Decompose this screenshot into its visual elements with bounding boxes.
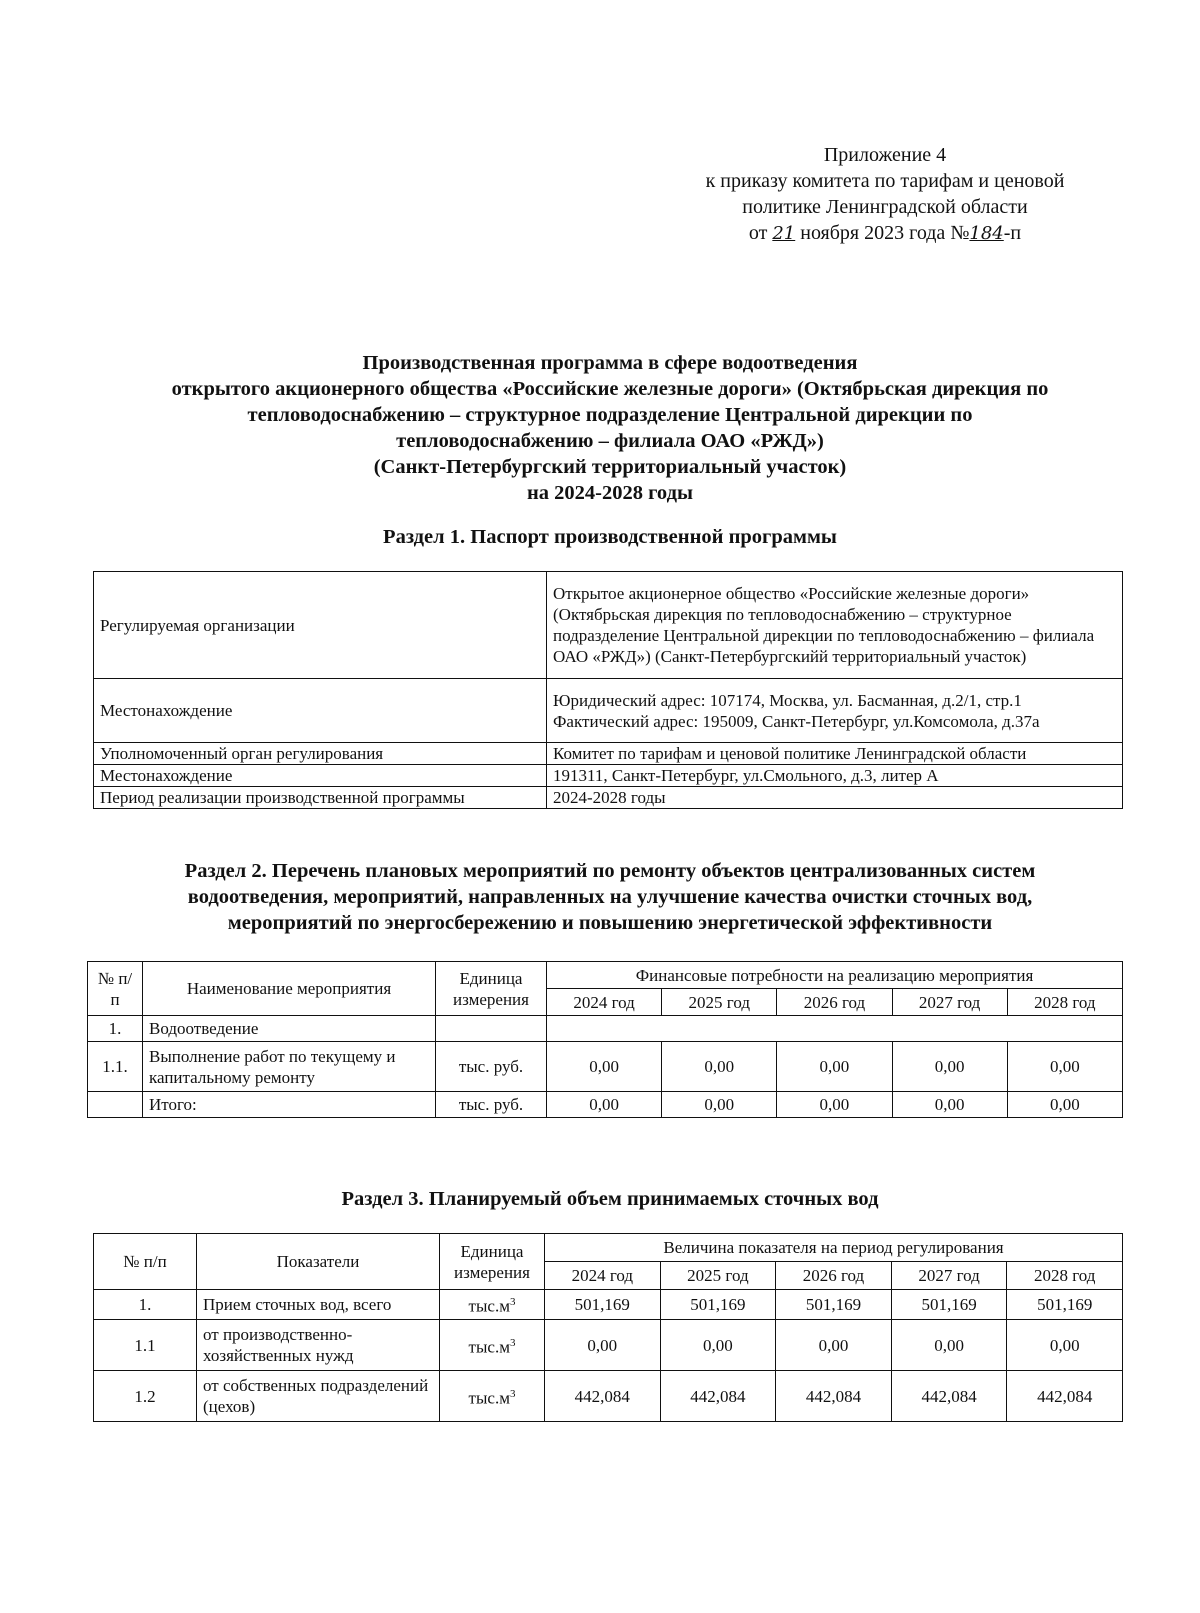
- table-row: Местонахождение Юридический адрес: 107174, Москва, ул. Басманная, д.2/1, стр.1 Фактический адрес: 195009, Санкт-Петербург, ул.Комсомола, д.37а: [94, 679, 1123, 743]
- appendix-number: Приложение 4: [823, 144, 947, 166]
- table-row-total: Итого: тыс. руб. 0,00 0,00 0,00 0,00 0,00: [88, 1092, 1123, 1118]
- table-row: Уполномоченный орган регулирования Комитет по тарифам и ценовой политике Ленинградской области: [94, 743, 1123, 765]
- appendix-order-ref: к приказу комитета по тарифам и ценовой: [705, 170, 1065, 192]
- section2-heading: Раздел 2. Перечень плановых мероприятий по ремонту объектов централизованных систем водоотведения, мероприятий, направленных на улучшение качества очистки сточных вод, мероприятий по энергосбережению и повышению энергетической эффективности: [184, 860, 1036, 934]
- wastewater-volume-table: [93, 1233, 1123, 1422]
- appendix-authority: политике Ленинградской области: [742, 196, 1028, 218]
- table-row: 1. Водоотведение: [88, 1016, 1123, 1042]
- table-header-row: № п/п Показатели Единица измерения Величина показателя на период регулирования: [94, 1234, 1123, 1262]
- section1-heading: Раздел 1. Паспорт производственной программы: [383, 526, 837, 548]
- table-row: 1. Прием сточных вод, всего $тыс.м^3$ 501,169 501,169 501,169 501,169 501,169: [94, 1290, 1123, 1320]
- table-row: 1.1 от производственно-хозяйственных нужд $тыс.м^3$ 0,00 0,00 0,00 0,00 0,00: [94, 1320, 1123, 1371]
- activities-table: [87, 961, 1123, 1118]
- table-row: Местонахождение 191311, Санкт-Петербург, ул.Смольного, д.3, литер А: [94, 765, 1123, 787]
- table-row: Регулируемая организации Открытое акционерное общество «Российские железные дороги» (Октябрьская дирекция по тепловодоснабжению – структурное подразделение Центральной дирекции по тепловодоснабжению – филиала ОАО «РЖД») (Санкт-Петербургскийй территориальный участок): [94, 572, 1123, 679]
- table-row: Период реализации производственной программы 2024-2028 годы: [94, 787, 1123, 809]
- passport-table: [93, 571, 1123, 809]
- table-header-row: 2024 год 2025 год 2026 год 2027 год 2028 год: [94, 1262, 1123, 1290]
- table-row: 1.1. Выполнение работ по текущему и капитальному ремонту тыс. руб. 0,00 0,00 0,00 0,00 0,00: [88, 1042, 1123, 1092]
- appendix-date-line: от 21 ноября 2023 года №184-п: [748, 222, 1022, 244]
- document-title: Производственная программа в сфере водоотведения открытого акционерного общества «Российские железные дороги» (Октябрьская дирекция по тепловодоснабжению – структурное подразделение Центральной дирекции по тепловодоснабжению – филиала ОАО «РЖД») (Санкт-Петербургский территориальный участок) на 2024-2028 годы: [171, 352, 1049, 504]
- appendix-header: [650, 142, 1120, 247]
- handwritten-order-number: 184: [969, 223, 1004, 244]
- handwritten-day: 21: [772, 223, 796, 244]
- table-header-row: № п/п Наименование мероприятия Единица измерения Финансовые потребности на реализацию мероприятия: [88, 962, 1123, 989]
- table-row: 1.2 от собственных подразделений (цехов) $тыс.м^3$ 442,084 442,084 442,084 442,084 442,084: [94, 1371, 1123, 1422]
- section3-heading: Раздел 3. Планируемый объем принимаемых сточных вод: [341, 1188, 879, 1210]
- table-header-row: 2024 год 2025 год 2026 год 2027 год 2028 год: [88, 989, 1123, 1016]
